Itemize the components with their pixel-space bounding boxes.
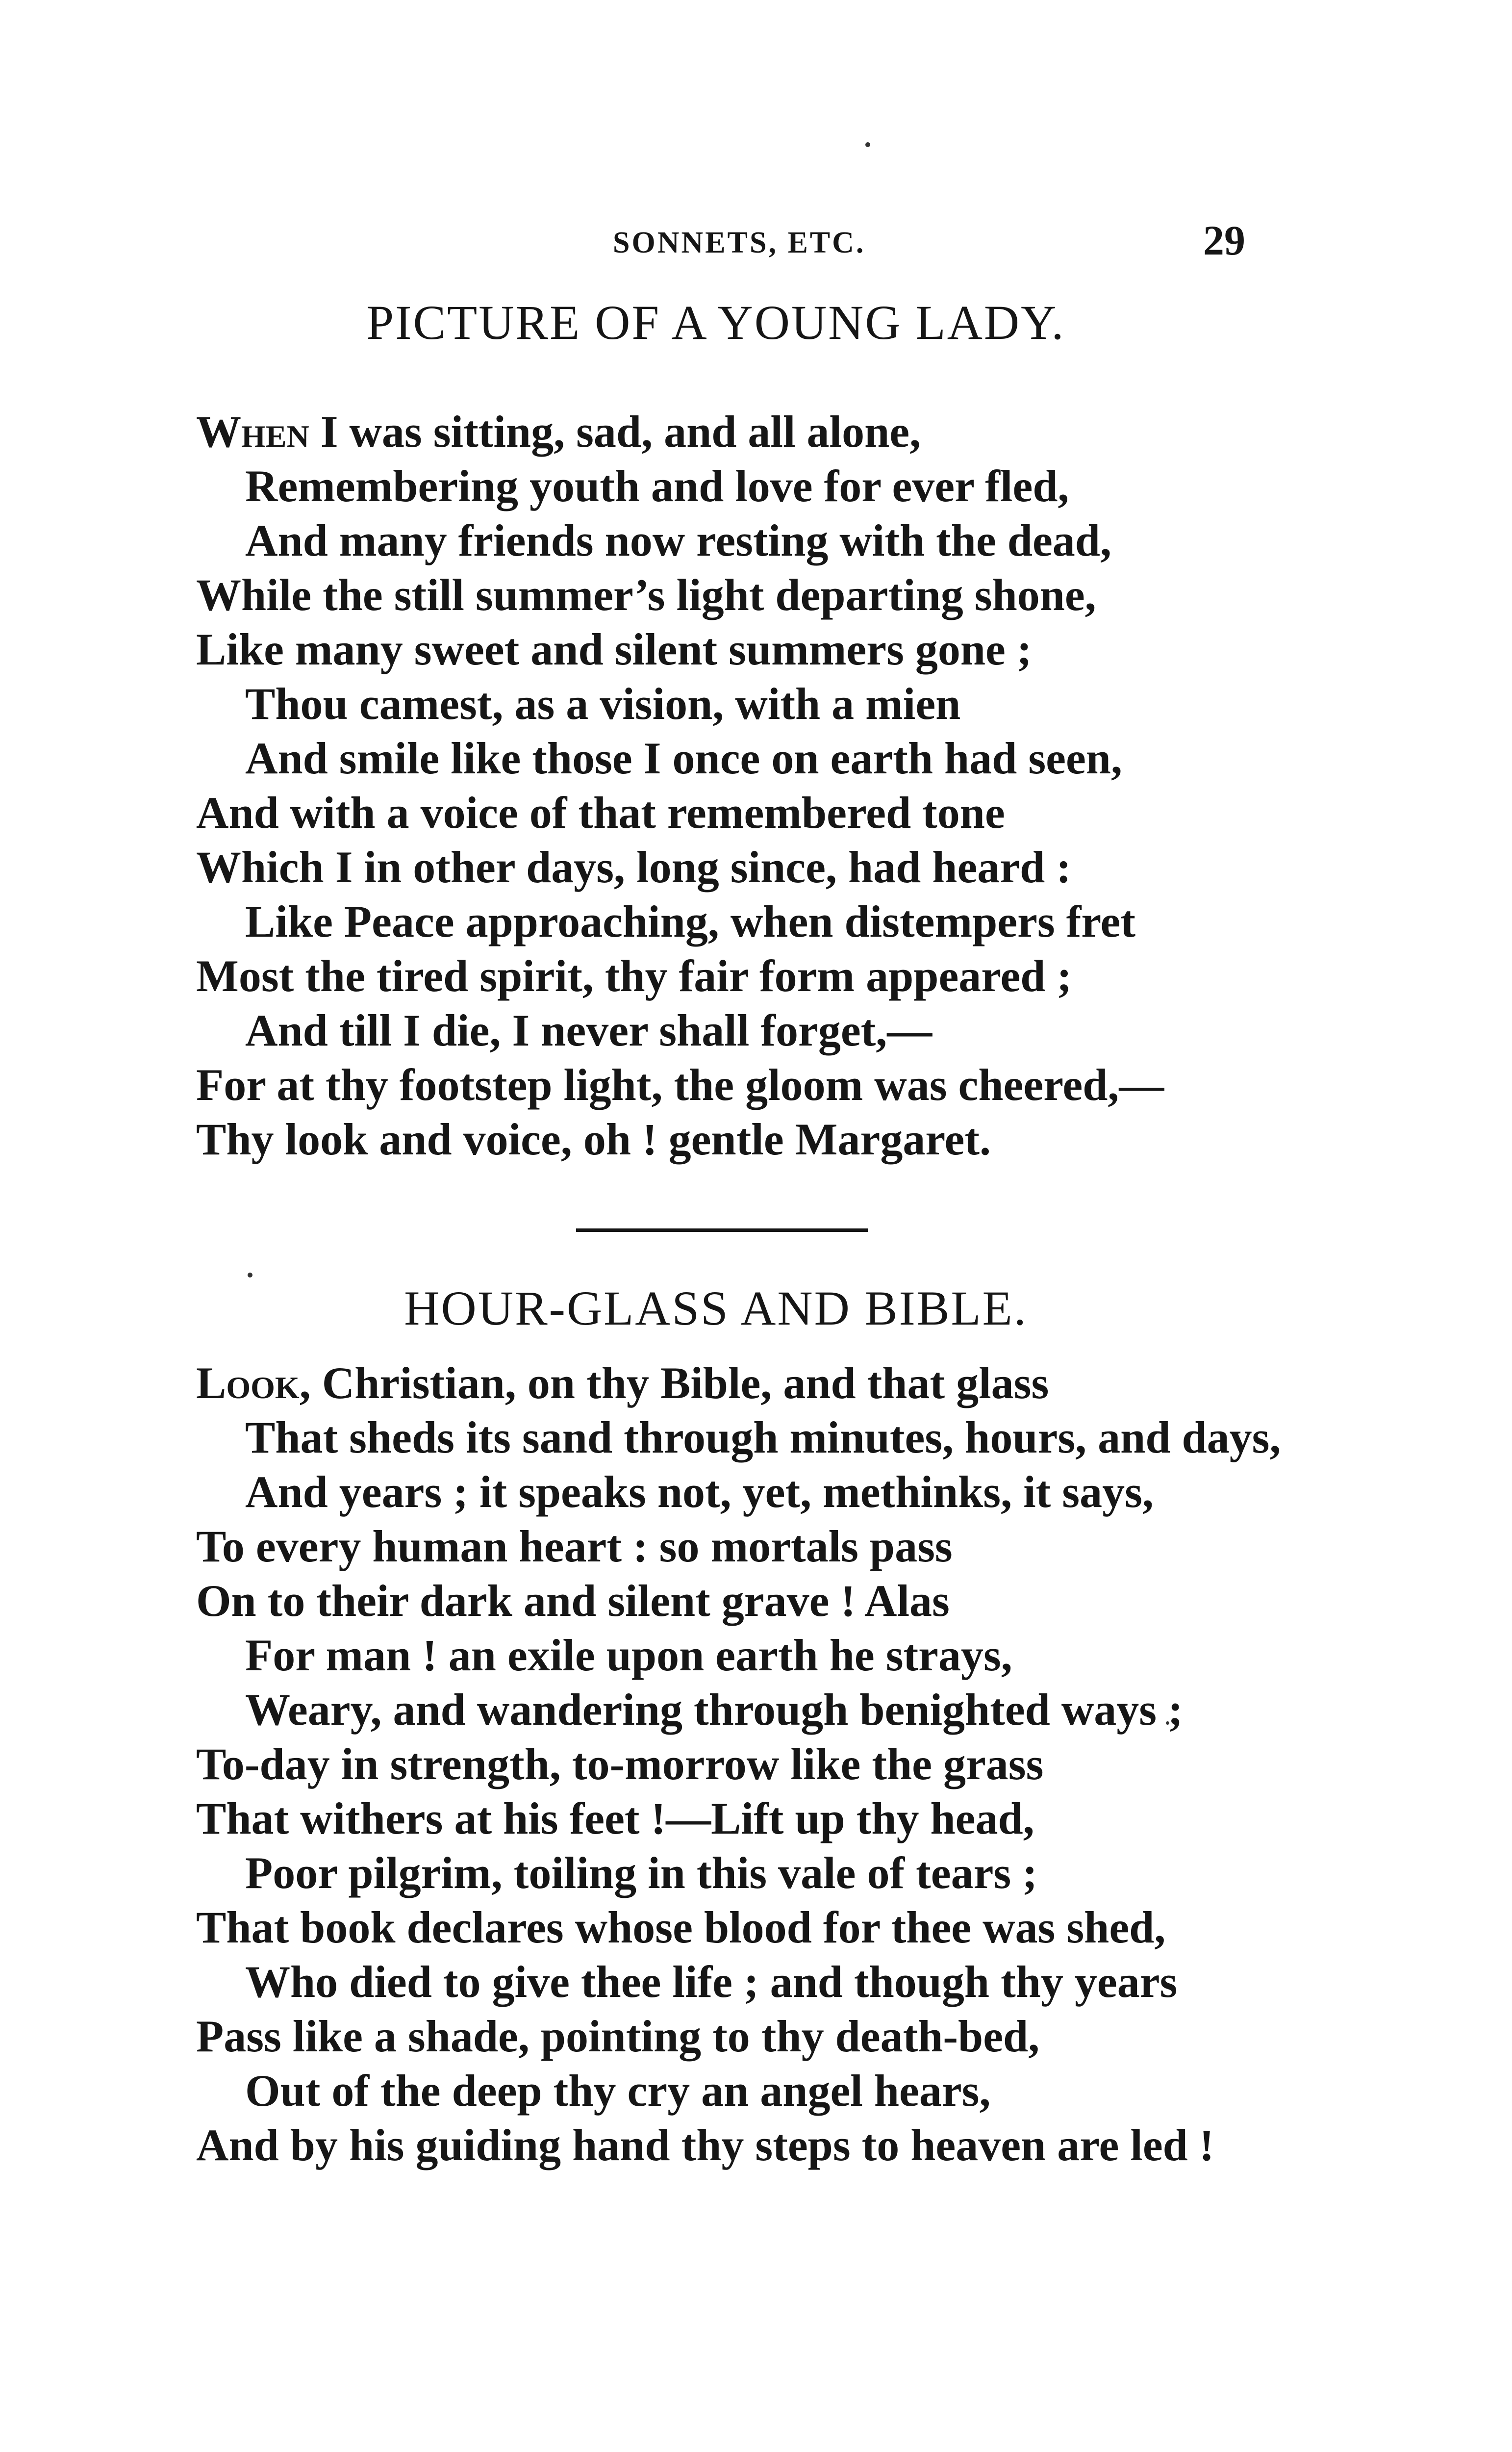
poem-line: Who died to give thee life ; and though thy years — [245, 1957, 1178, 2007]
poem-line: Which I in other days, long since, had heard : — [196, 842, 1071, 892]
poem-line: To every human heart : so mortals pass — [196, 1521, 953, 1571]
page-header — [186, 216, 1245, 275]
poem-line: That sheds its sand through minutes, hours, and days, — [245, 1412, 1281, 1462]
poem-title: HOUR-GLASS AND BIBLE. — [404, 1281, 1028, 1335]
running-head: SONNETS, ETC. — [613, 226, 866, 259]
poem-line: When I was sitting, sad, and all alone, — [196, 407, 921, 457]
poem-line: Like many sweet and silent summers gone ; — [196, 624, 1032, 674]
poem-line: For man ! an exile upon earth he strays, — [245, 1630, 1012, 1680]
poem-line: And many friends now resting with the dead, — [245, 515, 1111, 565]
poem-line: That book declares whose blood for thee was shed, — [196, 1902, 1166, 1952]
poem-line: And smile like those I once on earth had seen, — [245, 733, 1122, 783]
poem-title: PICTURE OF A YOUNG LADY. — [366, 295, 1065, 350]
poem-line: And with a voice of that remembered tone — [196, 788, 1005, 838]
ink-speck — [248, 1273, 252, 1277]
poem-line: Most the tired spirit, thy fair form appeared ; — [196, 951, 1072, 1001]
poem-line: And till I die, I never shall forget,— — [245, 1005, 932, 1055]
poem-line: And years ; it speaks not, yet, methinks, it says, — [245, 1467, 1154, 1517]
page-number: 29 — [1203, 217, 1245, 264]
poem-line: Pass like a shade, pointing to thy death-bed, — [196, 2011, 1040, 2061]
poem-line: Remembering youth and love for ever fled, — [245, 461, 1069, 511]
poem-body — [196, 405, 1324, 1167]
poem-line: Weary, and wandering through benighted ways ; — [245, 1685, 1183, 1735]
drop-word: When — [196, 407, 309, 457]
poem-line: For at thy footstep light, the gloom was cheered,— — [196, 1060, 1164, 1110]
poem-line: Like Peace approaching, when distempers fret — [245, 896, 1136, 946]
poem-line: Thy look and voice, oh ! gentle Margaret. — [196, 1114, 991, 1164]
poem-line: To-day in strength, to-morrow like the grass — [196, 1739, 1044, 1789]
poem-line: On to their dark and silent grave ! Alas — [196, 1576, 950, 1626]
ink-speck — [865, 142, 870, 147]
drop-word: Look — [196, 1358, 300, 1408]
poem-line: Thou camest, as a vision, with a mien — [245, 679, 961, 729]
poem-body — [196, 1356, 1324, 2172]
poem-line: Poor pilgrim, toiling in this vale of tears ; — [245, 1848, 1037, 1898]
poem-line: Out of the deep thy cry an angel hears, — [245, 2066, 991, 2116]
section-divider — [576, 1228, 868, 1232]
poem-line: While the still summer’s light departing shone, — [196, 570, 1096, 620]
poem-line: Look, Christian, on thy Bible, and that glass — [196, 1358, 1049, 1408]
poem-line: And by his guiding hand thy steps to heaven are led ! — [196, 2120, 1214, 2170]
poem-line: That withers at his feet !—Lift up thy head, — [196, 1793, 1034, 1843]
